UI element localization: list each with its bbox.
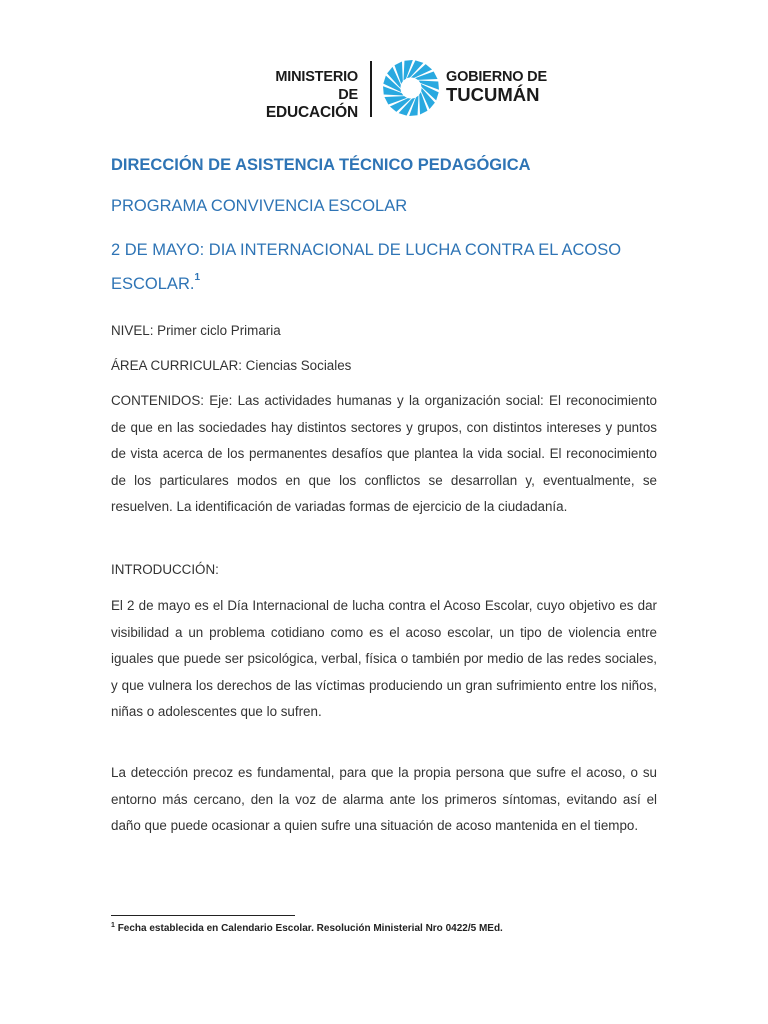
paragraph1: El 2 de mayo es el Día Internacional de lucha contra el Acoso Escolar, cuyo objetivo es dar visibilidad a un problema cotidiano como es el acoso escolar, un tipo de violencia entre iguales que puede ser psicológica, verbal, física o también por medio de las redes sociales, y que vulnera los derechos de las víctimas produciendo un gran sufrimiento entre los niños, niñas o adolescentes que lo sufren. <box>111 598 657 720</box>
footnote-divider <box>111 915 295 916</box>
introduccion-line <box>111 560 657 580</box>
document-title-text: 2 DE MAYO: DIA INTERNACIONAL DE LUCHA CONTRA EL ACOSO ESCOLAR. <box>111 241 622 293</box>
area-text: ÁREA CURRICULAR: Ciencias Sociales <box>111 358 352 373</box>
logo-divider <box>370 61 372 117</box>
program-heading: PROGRAMA CONVIVENCIA ESCOLAR <box>111 197 408 215</box>
contenidos-paragraph: CONTENIDOS: Eje: Las actividades humanas y la organización social: El reconocimiento de que en las sociedades hay distintos sectores y grupos, con distintos intereses y puntos de vista acerca de los permanentes desafíos que plantea la vida social. El reconocimiento de los particulares modos en que los conflictos se desarrollan y, eventualmente, se resuelven. La identificación de variadas formas de ejercicio de la ciudadanía. <box>111 393 657 515</box>
sun-emblem-icon <box>382 59 440 117</box>
footnote-reference: 1 <box>194 272 201 283</box>
header-logo <box>0 56 768 122</box>
footnote-text: Fecha establecida en Calendario Escolar. Resolución Ministerial Nro 0422/5 MEd. <box>117 923 503 934</box>
document-title <box>111 236 671 298</box>
contenidos-block <box>111 388 657 521</box>
paragraph2-block <box>111 760 657 840</box>
ministry-line2: EDUCACIÓN <box>265 104 358 121</box>
area-line <box>111 356 657 376</box>
government-line2: TUCUMÁN <box>446 84 540 105</box>
direction-heading: DIRECCIÓN DE ASISTENCIA TÉCNICO PEDAGÓGICA <box>111 156 531 174</box>
introduccion-heading: INTRODUCCIÓN: <box>111 562 219 577</box>
ministry-line1: MINISTERIO DE <box>275 69 358 103</box>
nivel-line <box>111 321 657 341</box>
footnote-number: 1 <box>111 922 115 929</box>
footnote <box>111 922 503 934</box>
government-line1: GOBIERNO DE <box>446 69 547 85</box>
ministry-name <box>262 68 358 122</box>
paragraph2: La detección precoz es fundamental, para que la propia persona que sufre el acoso, o su entorno más cercano, den la voz de alarma ante los primeros síntomas, evitando así el daño que puede ocasionar a quien sufre una situación de acoso mantenida en el tiempo. <box>111 765 657 834</box>
government-name <box>446 68 547 104</box>
nivel-text: NIVEL: Primer ciclo Primaria <box>111 323 281 338</box>
paragraph1-block <box>111 593 657 726</box>
